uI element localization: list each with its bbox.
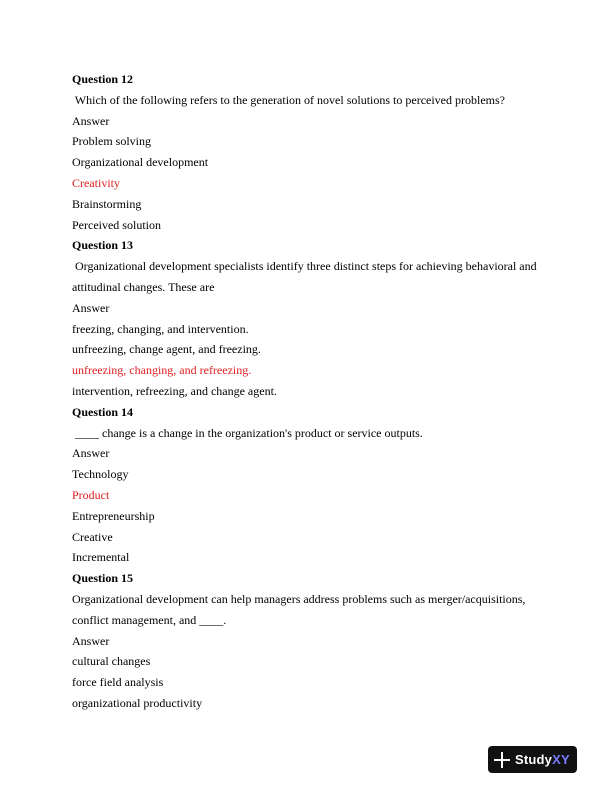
answer-label: Answer: [72, 633, 110, 648]
answer-label: Answer: [72, 113, 110, 128]
question-title: Question 12: [72, 72, 134, 86]
question-prompt: Organizational development can help managers address problems such as merger/acquisitions,: [72, 591, 526, 606]
answer-option: organizational productivity: [72, 695, 203, 710]
answer-option: Technology: [72, 467, 129, 482]
studyxy-badge[interactable]: [488, 746, 577, 773]
answer-option: Creative: [72, 529, 113, 544]
answer-option-correct: Creativity: [72, 175, 120, 190]
answer-option: Organizational development: [72, 155, 209, 170]
question-prompt: attitudinal changes. These are: [72, 279, 215, 294]
question-prompt: Organizational development specialists identify three distinct steps for achieving behavioral and: [72, 259, 537, 274]
question-title: Question 15: [72, 571, 134, 586]
answer-option: intervention, refreezing, and change agent.: [72, 383, 277, 398]
answer-option: Problem solving: [72, 134, 152, 149]
answer-option: Entrepreneurship: [72, 508, 155, 523]
answer-label: Answer: [72, 300, 110, 315]
question-prompt: ____ change is a change in the organization's product or service outputs.: [72, 425, 423, 440]
answer-option: unfreezing, change agent, and freezing.: [72, 342, 261, 357]
answer-option: force field analysis: [72, 675, 164, 690]
question-block: [72, 402, 542, 568]
question-title: Question 14: [72, 404, 134, 419]
question-title: Question 13: [72, 238, 134, 253]
question-prompt: conflict management, and ____.: [72, 612, 227, 627]
answer-option: Incremental: [72, 550, 130, 565]
question-block: [72, 568, 542, 714]
brand-name: StudyXY: [515, 752, 570, 767]
answer-option: Brainstorming: [72, 196, 142, 211]
answer-option: cultural changes: [72, 654, 151, 669]
question-prompt: Which of the following refers to the generation of novel solutions to perceived problems?: [72, 92, 505, 107]
question-block: [72, 235, 542, 401]
plus-icon: [494, 752, 510, 768]
answer-option-correct: unfreezing, changing, and refreezing.: [72, 363, 252, 378]
question-block: [72, 69, 542, 235]
answer-option: freezing, changing, and intervention.: [72, 321, 249, 336]
answer-option-correct: Product: [72, 487, 110, 502]
answer-label: Answer: [72, 446, 110, 461]
document-body: [72, 69, 542, 714]
answer-option: Perceived solution: [72, 217, 161, 232]
